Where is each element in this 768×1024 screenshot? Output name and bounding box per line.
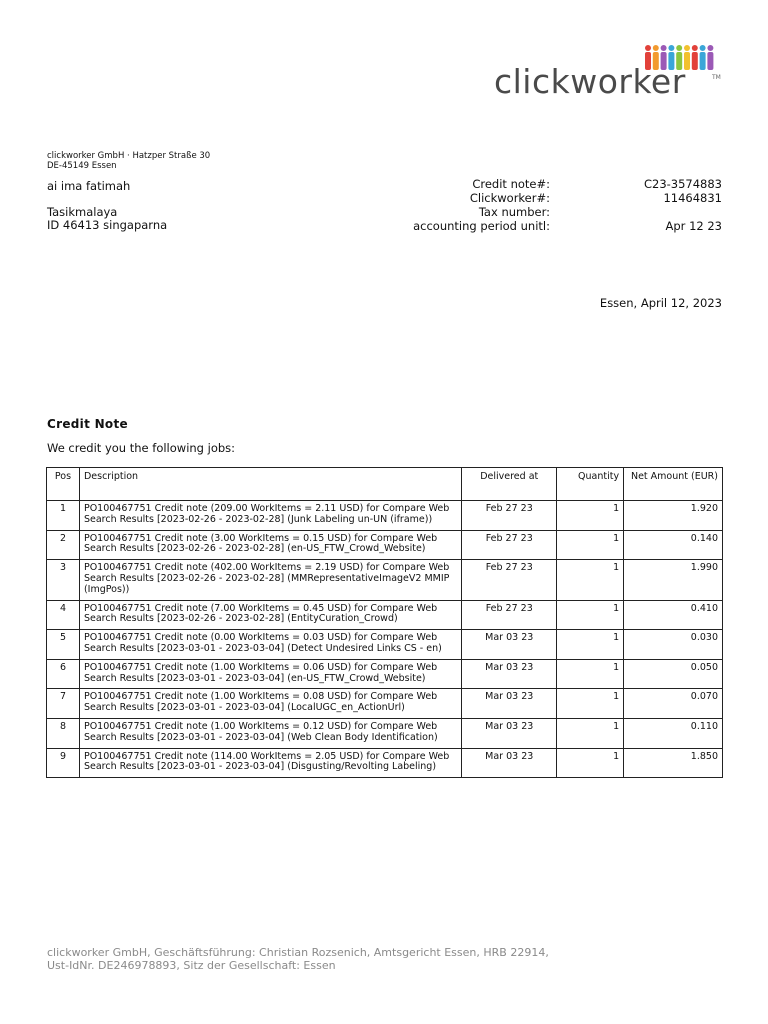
cell-delivered: Mar 03 23	[462, 689, 557, 719]
cell-pos: 5	[47, 630, 80, 660]
meta-value: C23-3574883	[643, 177, 722, 191]
items-table	[46, 467, 723, 778]
cell-description: PO100467751 Credit note (1.00 WorkItems = 0.06 USD) for Compare Web Search Results [2023-03-01 - 2023-03-04] (en-US_FTW_Crowd_Website)	[79, 659, 461, 689]
cell-amount: 1.920	[624, 501, 723, 531]
cell-quantity: 1	[557, 501, 624, 531]
cell-description: PO100467751 Credit note (114.00 WorkItems = 2.05 USD) for Compare Web Search Results [2023-03-01 - 2023-03-04] (Disgusting/Revolting Labeling)	[79, 748, 461, 778]
cell-amount: 0.110	[624, 718, 723, 748]
cell-delivered: Feb 27 23	[462, 530, 557, 560]
table-row	[47, 560, 723, 600]
meta-value: 11464831	[663, 191, 722, 205]
cell-description: PO100467751 Credit note (7.00 WorkItems = 0.45 USD) for Compare Web Search Results [2023-02-26 - 2023-02-28] (EntityCuration_Crowd)	[79, 600, 461, 630]
cell-amount: 0.050	[624, 659, 723, 689]
footer-line-2: Ust-IdNr. DE246978893, Sitz der Gesellschaft: Essen	[47, 959, 336, 972]
logo-wordmark: clickworker	[494, 62, 686, 101]
meta-value: Apr 12 23	[665, 219, 722, 233]
meta-row	[380, 177, 722, 191]
cell-description: PO100467751 Credit note (1.00 WorkItems = 0.08 USD) for Compare Web Search Results [2023-03-01 - 2023-03-04] (LocalUGC_en_ActionUrl)	[79, 689, 461, 719]
sender-address	[47, 151, 210, 171]
cell-amount: 0.410	[624, 600, 723, 630]
meta-row	[380, 191, 722, 205]
recipient-city: Tasikmalaya	[47, 204, 118, 219]
cell-quantity: 1	[557, 748, 624, 778]
cell-delivered: Feb 27 23	[462, 600, 557, 630]
clickworker-logo	[494, 44, 724, 100]
intro-text: We credit you the following jobs:	[47, 441, 236, 455]
header-pos: Pos	[47, 468, 80, 501]
sender-line-2: DE-45149 Essen	[47, 161, 117, 171]
logo-person	[692, 45, 698, 70]
table-row	[47, 530, 723, 560]
cell-quantity: 1	[557, 659, 624, 689]
table-row	[47, 659, 723, 689]
footer-line-1: clickworker GmbH, Geschäftsführung: Christian Rozsenich, Amtsgericht Essen, HRB 22914,	[47, 946, 549, 959]
meta-row	[380, 205, 722, 219]
cell-quantity: 1	[557, 530, 624, 560]
document-meta	[380, 177, 722, 233]
cell-pos: 2	[47, 530, 80, 560]
cell-description: PO100467751 Credit note (402.00 WorkItems = 2.19 USD) for Compare Web Search Results [2023-02-26 - 2023-02-28] (MMRepresentativeImageV2 MMIP (ImgPos))	[79, 560, 461, 600]
cell-description: PO100467751 Credit note (209.00 WorkItems = 2.11 USD) for Compare Web Search Results [2023-02-26 - 2023-02-28] (Junk Labeling un-UN (iframe))	[79, 501, 461, 531]
cell-quantity: 1	[557, 689, 624, 719]
meta-row	[380, 219, 722, 233]
table-row	[47, 718, 723, 748]
logo-person	[707, 45, 713, 70]
header-description: Description	[79, 468, 461, 501]
cell-pos: 4	[47, 600, 80, 630]
table-row	[47, 501, 723, 531]
header-quantity: Quantity	[557, 468, 624, 501]
logo-person	[700, 45, 706, 70]
header-amount: Net Amount (EUR)	[624, 468, 723, 501]
cell-pos: 9	[47, 748, 80, 778]
logo-trademark: TM	[712, 74, 721, 81]
cell-quantity: 1	[557, 600, 624, 630]
cell-pos: 1	[47, 501, 80, 531]
cell-pos: 6	[47, 659, 80, 689]
cell-quantity: 1	[557, 630, 624, 660]
cell-quantity: 1	[557, 560, 624, 600]
cell-description: PO100467751 Credit note (0.00 WorkItems = 0.03 USD) for Compare Web Search Results [2023-03-01 - 2023-03-04] (Detect Undesired Links CS - en)	[79, 630, 461, 660]
cell-delivered: Feb 27 23	[462, 560, 557, 600]
table-row	[47, 689, 723, 719]
meta-label: Clickworker#:	[469, 191, 550, 205]
cell-pos: 8	[47, 718, 80, 748]
meta-label: Tax number:	[478, 205, 550, 219]
cell-pos: 3	[47, 560, 80, 600]
cell-description: PO100467751 Credit note (3.00 WorkItems = 0.15 USD) for Compare Web Search Results [2023-02-26 - 2023-02-28] (en-US_FTW_Crowd_Website)	[79, 530, 461, 560]
date-line: Essen, April 12, 2023	[599, 296, 722, 310]
recipient-street: ID 46413 singaparna	[47, 218, 168, 232]
recipient-name: ai ima fatimah	[47, 179, 131, 193]
company-footer	[47, 946, 549, 972]
cell-amount: 0.070	[624, 689, 723, 719]
table-header-row	[47, 468, 723, 501]
meta-label: accounting period unitl:	[413, 219, 550, 233]
cell-delivered: Mar 03 23	[462, 630, 557, 660]
meta-label: Credit note#:	[472, 177, 550, 191]
cell-delivered: Mar 03 23	[462, 748, 557, 778]
table-row	[47, 748, 723, 778]
header-delivered: Delivered at	[462, 468, 557, 501]
table-row	[47, 630, 723, 660]
recipient-address	[47, 180, 167, 233]
cell-amount: 1.850	[624, 748, 723, 778]
cell-pos: 7	[47, 689, 80, 719]
sender-line-1: clickworker GmbH · Hatzper Straße 30	[47, 151, 211, 161]
cell-amount: 0.030	[624, 630, 723, 660]
meta-value	[550, 205, 722, 219]
cell-amount: 1.990	[624, 560, 723, 600]
table-row	[47, 600, 723, 630]
document-title: Credit Note	[47, 417, 128, 431]
cell-delivered: Feb 27 23	[462, 501, 557, 531]
cell-delivered: Mar 03 23	[462, 718, 557, 748]
cell-amount: 0.140	[624, 530, 723, 560]
table-body	[47, 501, 723, 778]
cell-description: PO100467751 Credit note (1.00 WorkItems = 0.12 USD) for Compare Web Search Results [2023-03-01 - 2023-03-04] (Web Clean Body Identification)	[79, 718, 461, 748]
cell-delivered: Mar 03 23	[462, 659, 557, 689]
cell-quantity: 1	[557, 718, 624, 748]
